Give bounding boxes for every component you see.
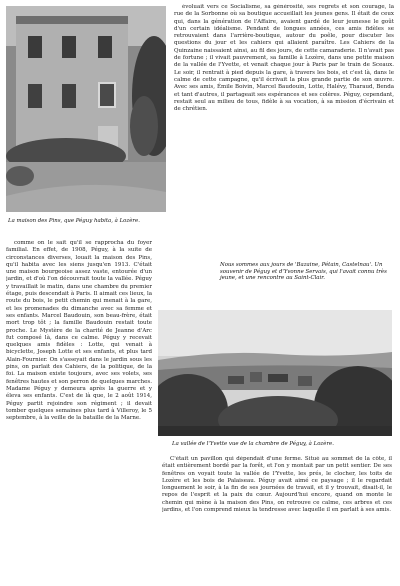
text-column-left-bottom <box>6 240 152 584</box>
valley-photo <box>158 310 392 436</box>
italic-note: Nous sommes aux jours de 'Bazaine, Pétain, Castelnau'. Un souvenir de Péguy et d'Yvonne Servais, qui l'avait connu très jeune, et une rencontre au Saint-Clair. <box>220 262 387 282</box>
paragraph: comme on le sait qu'il se rapprocha du foyer familial. En effet, de 1908, Péguy, à la suite de circonstances diverses, louait la maison des Pins, qu'il habita avec les siens jusqu'en 1913. C'était une maison bourgeoise assez vaste, entourée d'un jardin, et d'où l'on découvrait toute la vallée. Péguy y travaillait le matin, dans une chambre du premier étage, puis descendait à Paris. Il aimait ces lieux, la route du bois, le petit chemin qui menait à la gare, et les promenades du dimanche avec sa femme et ses enfants. Marcel Baudouin, son beau-frère, était mort trop tôt ; la famille Baudouin restait toute proche. Le Mystère de la charité de Jeanne d'Arc fut composé là, dans ce calme. Péguy y recevait quelques amis fidèles : Lotte, qui venait à bicyclette, Joseph Lotte et ses enfants, et plus tard Alain-Fournier. On s'asseyait dans le jardin sous les pins, on parlait des Cahiers, de la politique, de la foi. La maison existe toujours, avec ses volets, ses fenêtres hautes et son perron de quelques marches. Madame Péguy y demeura après la guerre et y éleva ses enfants. C'est de là que, le 2 août 1914, Péguy partit rejoindre son régiment ; il devait tomber quelques semaines plus tard à Villeroy, le 5 septembre, à la veille de la bataille de la Marne. <box>6 240 152 422</box>
text-column-right-bottom <box>162 456 392 582</box>
paragraph: évoluait vers ce Socialisme, sa générosité, ses regrets et son courage, la rue de la Sorbonne où sa boutique accueillait les jeunes gens. Il était de ceux qui, dans la génération de l'Affaire, avaient gardé de leur jeunesse le goût d'un certain idéalisme. Pendant de longues années, ces amis fidèles se retrouvaient dans l'arrière-boutique, autour du poêle, pour discuter les questions du jour et les cahiers qui allaient paraître. Les Cahiers de la Quinzaine naissaient ainsi, au fil des jours, de cette camaraderie. Il n'avait pas de fortune ; il vivait pauvrement, sa famille à Lozère, dans une petite maison de la vallée de l'Yvette, et venait chaque jour à Paris par le train de Sceaux. Le soir, il rentrait à pied depuis la gare, à travers les bois, et c'est là, dans le calme de cette campagne, qu'il écrivait la plus grande partie de son œuvre. Avec ses amis, Émile Boivin, Marcel Baudouin, Lotte, Halévy, Tharaud, Benda et tant d'autres, il partageait ses espérances et ses colères. Péguy, cependant, restait seul au milieu de tous, fidèle à sa vocation, à sa mission d'écrivain et de chrétien. <box>174 4 394 113</box>
valley-photo-caption: La vallée de l'Yvette vue de la chambre de Péguy, à Lozère. <box>172 441 334 447</box>
valley-photo-image <box>158 310 392 436</box>
paragraph: C'était un pavillon qui dépendait d'une ferme. Situé au sommet de la côte, il était entièrement bordé par la forêt, et l'on y montait par un petit sentier. De ses fenêtres on voyait toute la vallée de l'Yvette, les prés, le clocher, les toits de Lozère et les bois de Palaiseau. Péguy avait aimé ce paysage ; il le regardait longuement le soir, à la fin de ses journées de travail, et il y trouvait, disait-il, le repos de l'esprit et la paix du cœur. Aujourd'hui encore, quand on monte le chemin qui mène à la maison des Pins, on retrouve ce calme, ces arbres et ces jardins, et l'on comprend mieux la tendresse avec laquelle il en parlait à ses amis. <box>162 456 392 514</box>
house-photo-caption: La maison des Pins, que Péguy habita, à Lozère. <box>8 218 140 224</box>
text-column-right-top <box>174 4 394 250</box>
house-photo-image <box>6 6 166 212</box>
house-photo <box>6 6 166 212</box>
